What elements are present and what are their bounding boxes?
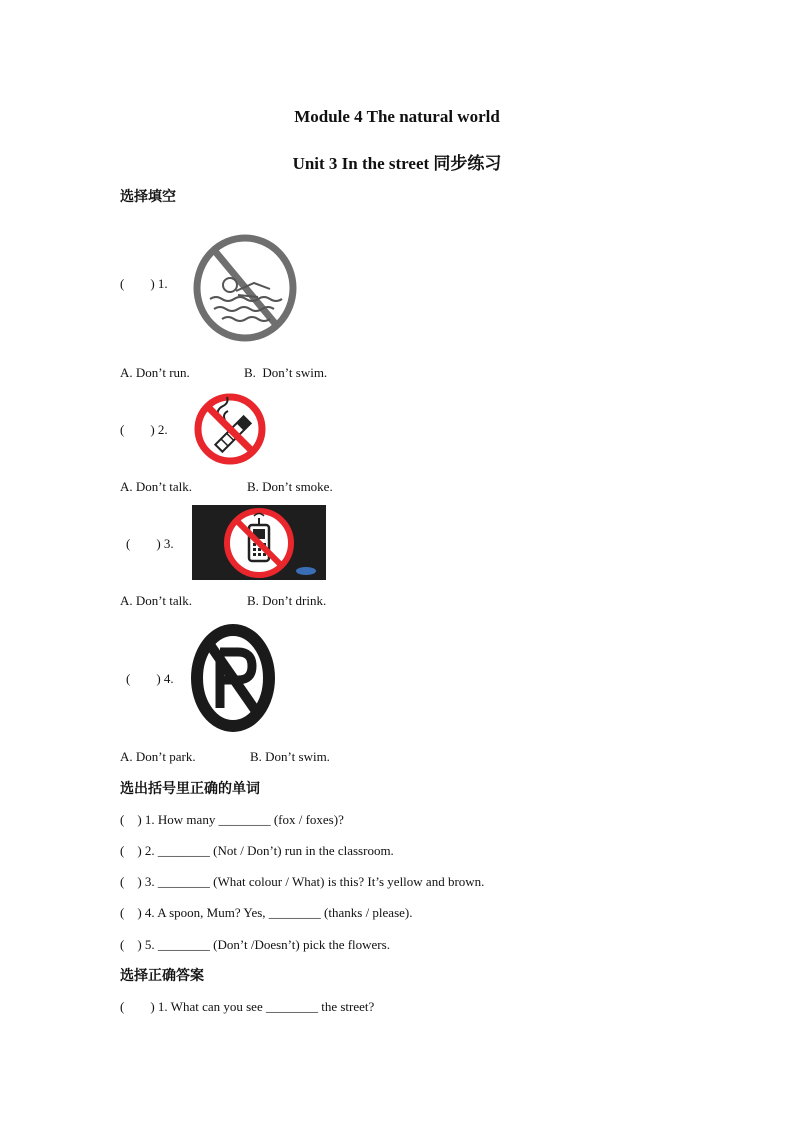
- section-heading-choose-answer: 选择正确答案: [120, 968, 204, 984]
- page-title: Module 4 The natural world: [294, 107, 500, 126]
- question-1-option-a: A. Don’t run.: [120, 365, 190, 380]
- section-heading-choose-word: 选出括号里正确的单词: [120, 781, 260, 797]
- word-choice-item: ( ) 4. A spoon, Mum? Yes, ________ (thanks / please).: [120, 905, 413, 920]
- answer-choice-item: ( ) 1. What can you see ________ the street?: [120, 999, 375, 1014]
- page-subtitle: Unit 3 In the street 同步练习: [292, 154, 502, 173]
- question-2-option-b: B. Don’t smoke.: [247, 479, 333, 494]
- question-3-option-b: B. Don’t drink.: [247, 593, 327, 608]
- question-3-stem: ( ) 3.: [126, 536, 174, 551]
- word-choice-item: ( ) 3. ________ (What colour / What) is this? It’s yellow and brown.: [120, 874, 485, 889]
- section-heading-choose-fill: 选择填空: [120, 189, 176, 205]
- no-phone-icon: [192, 505, 326, 580]
- word-choice-item: ( ) 1. How many ________ (fox / foxes)?: [120, 812, 344, 827]
- no-swimming-icon: [192, 233, 298, 343]
- word-choice-item: ( ) 5. ________ (Don’t /Doesn’t) pick the flowers.: [120, 937, 390, 952]
- question-2-option-a: A. Don’t talk.: [120, 479, 192, 494]
- word-choice-item: ( ) 2. ________ (Not / Don’t) run in the classroom.: [120, 843, 394, 858]
- question-1-option-b: B. Don’t swim.: [244, 365, 328, 380]
- question-2-stem: ( ) 2.: [120, 422, 168, 437]
- question-4-option-b: B. Don’t swim.: [250, 749, 330, 764]
- question-4-option-a: A. Don’t park.: [120, 749, 196, 764]
- no-smoking-icon: [193, 392, 267, 466]
- question-4-stem: ( ) 4.: [126, 671, 174, 686]
- no-parking-icon: [190, 622, 276, 734]
- question-3-option-a: A. Don’t talk.: [120, 593, 192, 608]
- question-1-stem: ( ) 1.: [120, 276, 168, 291]
